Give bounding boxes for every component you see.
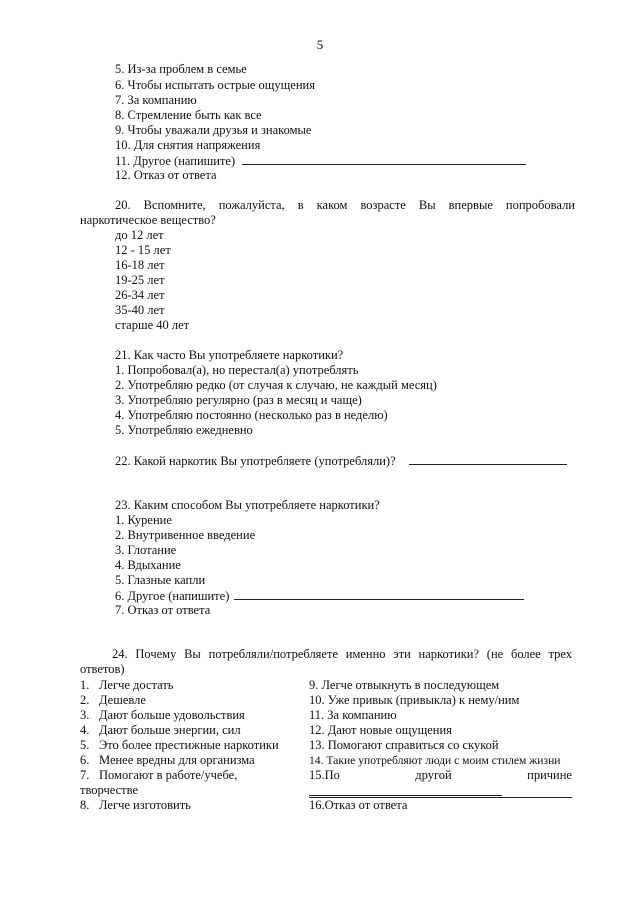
q24-row [80, 723, 572, 738]
q24-option-9: 9. Легче отвыкнуть в последующем [309, 678, 500, 692]
q22-question: 22. Какой наркотик Вы употребляете (употребляли)? [115, 454, 396, 468]
q20-option: 16-18 лет [115, 258, 165, 272]
q24-option-15: 15.По другой причине [309, 768, 572, 782]
q24-row [80, 783, 572, 798]
q24-option-11: 11. За компанию [309, 708, 397, 722]
q24-option-1: 1. Легче достать [80, 678, 174, 692]
q20-option: 12 - 15 лет [115, 243, 171, 257]
q20-question-line1: 20. Вспомните, пожалуйста, в каком возрасте Вы впервые попробовали [115, 198, 575, 212]
q24-option-6: 6. Менее вредны для организма [80, 753, 255, 767]
q20-option: старше 40 лет [115, 318, 190, 332]
q20-option: 26-34 лет [115, 288, 165, 302]
q24-question-line2: ответов) [80, 662, 125, 676]
q22-question-row [115, 453, 567, 469]
q21-option-1: 1. Попробовал(а), но перестал(а) употреблять [115, 363, 359, 377]
q20-question-line2: наркотическое вещество? [80, 213, 216, 227]
q19-option-9: 9. Чтобы уважали друзья и знакомые [115, 123, 312, 137]
q19-option-5: 5. Из-за проблем в семье [115, 62, 247, 76]
q20-option: 35-40 лет [115, 303, 165, 317]
q23-option-1: 1. Курение [115, 513, 172, 527]
q24-option-16: 16.Отказ от ответа [309, 798, 408, 812]
q19-option-11 [115, 153, 526, 169]
q21-question: 21. Как часто Вы употребляете наркотики? [115, 348, 344, 362]
q23-option-5: 5. Глазные капли [115, 573, 206, 587]
q24-row [80, 708, 572, 723]
q24-question [80, 647, 572, 677]
q24-option-5: 5. Это более престижные наркотики [80, 738, 279, 752]
q24-option-3: 3. Дают больше удовольствия [80, 708, 245, 722]
page-number: 5 [316, 37, 324, 52]
q19-option-11-label: 11. Другое (напишите) [115, 154, 236, 168]
q24-row [80, 738, 572, 753]
q22-answer-line[interactable] [409, 453, 567, 465]
q24-option-2: 2. Дешевле [80, 693, 146, 707]
q23-option-3: 3. Глотание [115, 543, 177, 557]
q23-question: 23. Каким способом Вы употребляете наркотики? [115, 498, 380, 512]
q24-option-4: 4. Дают больше энергии, сил [80, 723, 241, 737]
q24-row [80, 678, 572, 693]
q20-option: до 12 лет [115, 228, 164, 242]
q24-option-13: 13. Помогают справиться со скукой [309, 738, 499, 752]
q20-option: 19-25 лет [115, 273, 165, 287]
q24-option-14: 14. Такие употребляют люди с моим стилем жизни [309, 754, 561, 767]
q24-option-8: 8. Легче изготовить [80, 798, 191, 812]
q24-row [80, 753, 572, 768]
q24-row [80, 768, 572, 783]
q21-option-3: 3. Употребляю регулярно (раз в месяц и чаще) [115, 393, 362, 407]
q23-option-6-label: 6. Другое (напишите) [115, 589, 230, 603]
q23-option-2: 2. Внутривенное введение [115, 528, 256, 542]
q21-option-2: 2. Употребляю редко (от случая к случаю, не каждый месяц) [115, 378, 437, 392]
q24-divider-line [309, 797, 572, 798]
q24-option-7-continued: творчестве [80, 783, 139, 797]
q24-other-answer-line[interactable] [309, 795, 502, 796]
q23-option-7: 7. Отказ от ответа [115, 603, 211, 617]
q19-option-10: 10. Для снятия напряжения [115, 138, 261, 152]
q19-option-7: 7. За компанию [115, 93, 197, 107]
q19-option-8: 8. Стремление быть как все [115, 108, 262, 122]
q23-option-6 [115, 588, 524, 604]
q19-option-12: 12. Отказ от ответа [115, 168, 217, 182]
q23-option-4: 4. Вдыхание [115, 558, 181, 572]
q24-row [80, 693, 572, 708]
q21-option-5: 5. Употребляю ежедневно [115, 423, 253, 437]
q24-option-12: 12. Дают новые ощущения [309, 723, 452, 737]
q24-row [80, 798, 572, 813]
q24-option-7: 7. Помогают в работе/учебе, [80, 768, 238, 782]
q21-option-4: 4. Употребляю постоянно (несколько раз в неделю) [115, 408, 388, 422]
q19-option-6: 6. Чтобы испытать острые ощущения [115, 78, 315, 92]
q24-question-line1: 24. Почему Вы потребляли/потребляете именно эти наркотики? (не более трех [112, 647, 572, 661]
q24-option-10: 10. Уже привык (привыкла) к нему/ним [309, 693, 520, 707]
q23-other-answer-line[interactable] [234, 588, 524, 600]
q19-other-answer-line[interactable] [242, 153, 526, 165]
